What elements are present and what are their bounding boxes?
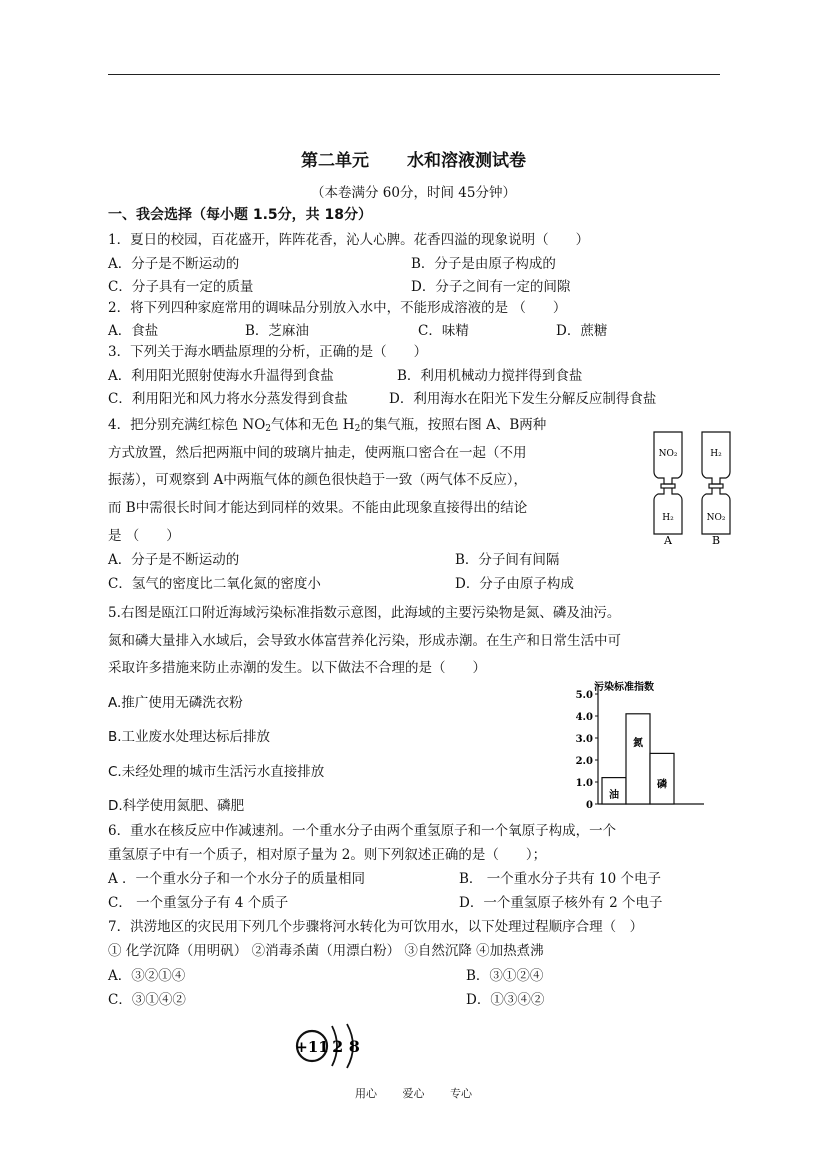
q7-option-a: A．③②①④ [108,968,186,984]
y-tick-label: 1.0 [575,778,593,789]
section-heading: 一、我会选择（每小题 1.5分，共 18分） [108,207,373,223]
jar-a-bottom-label: H₂ [662,513,674,523]
sodium-atom-diagram [292,1020,374,1070]
q5-line1: 5.右图是瓯江口附近海域污染标准指数示意图，此海域的主要污染物是氮、磷及油污。 [108,605,621,621]
y-tick-label: 4.0 [575,712,593,723]
y-tick-label: 5.0 [575,690,593,701]
q7-steps: ① 化学沉降（用明矾） ②消毒杀菌（用漂白粉） ③自然沉降 ④加热煮沸 [108,943,544,959]
q4-option-b: B．分子间有间隔 [455,552,560,568]
q6-option-b: B． 一个重水分子共有 10 个电子 [459,871,661,887]
q5-line2: 氮和磷大量排入水域后，会导致水体富营养化污染，形成赤潮。在生产和日常生活中可 [108,633,621,649]
q5-option-b: B.工业废水处理达标后排放 [108,729,271,745]
q1-option-a: A．分子是不断运动的 [108,256,240,272]
q4-option-c: C．氢气的密度比二氧化氮的密度小 [108,576,321,592]
q2-stem: 2．将下列四种家庭常用的调味品分别放入水中，不能形成溶液的是 （ ） [108,300,567,316]
electron-shells: 2 8 [332,1037,360,1056]
page-title: 第二单元 水和溶液测试卷 [301,151,526,171]
y-tick-label: 0 [586,800,593,811]
bar-label-2: 磷 [657,779,667,791]
q2-option-c: C．味精 [418,323,469,339]
jar-b-caption: B [711,534,721,546]
q2-option-a: A．食盐 [108,323,159,339]
q3-option-d: D．利用海水在阳光下发生分解反应制得食盐 [389,391,657,407]
q5-option-d: D.科学使用氮肥、磷肥 [108,798,245,814]
q4-line4: 而 B中需很长时间才能达到同样的效果。不能由此现象直接得出的结论 [108,500,528,516]
q4-option-a: A．分子是不断运动的 [108,552,240,568]
q6-option-a: A ．一个重水分子和一个水分子的质量相同 [108,871,366,887]
page-footer: 用心 爱心 专心 [355,1087,472,1100]
q6-option-d: D．一个重氢原子核外有 2 个电子 [459,895,663,911]
subtitle: （本卷满分 60分，时间 45分钟） [311,185,516,201]
q4-line2: 方式放置，然后把两瓶中间的玻璃片抽走，使两瓶口密合在一起（不用 [108,445,527,461]
q1-option-b: B．分子是由原子构成的 [411,256,556,272]
q7-option-b: B．③①②④ [466,968,544,984]
q4-line1: 4．把分别充满红棕色 $NO_2$气体和无色 $H_2$的集气瓶，按照右图 A、B两种 [108,417,547,434]
q4-line3: 振荡），可观察到 A中两瓶气体的颜色很快趋于一致（两气体不反应）， [108,472,528,488]
q5-option-c: C.未经处理的城市生活污水直接排放 [108,764,325,780]
q1-option-d: D．分子之间有一定的间隙 [411,279,571,295]
q1-option-c: C．分子具有一定的质量 [108,279,254,295]
q4-option-d: D．分子由原子构成 [455,576,574,592]
y-tick-label: 2.0 [575,756,593,767]
bar-label-0: 油 [609,790,619,801]
gas-jars-figure [640,428,740,546]
header-rule [108,74,720,75]
q2-option-d: D．蔗糖 [556,323,608,339]
q3-option-c: C．利用阳光和风力将水分蒸发得到食盐 [108,391,348,407]
jar-b-top-label: H₂ [710,449,722,459]
pollution-index-chart [560,674,710,812]
q7-stem: 7．洪涝地区的灾民用下列几个步骤将河水转化为可饮用水，以下处理过程顺序合理（ ） [108,919,644,935]
nucleus-charge: +11 [295,1038,329,1056]
jar-a-top-label: NO₂ [658,449,678,459]
q5-line3: 采取许多措施来防止赤潮的发生。以下做法不合理的是（ ） [108,660,486,676]
q2-option-b: B．芝麻油 [245,323,309,339]
q7-option-d: D．①③④② [466,992,545,1008]
q7-option-c: C．③①④② [108,992,186,1008]
y-tick-label: 3.0 [575,734,593,745]
bar-1 [626,714,650,804]
chart-title: 污染标准指数 [594,682,654,693]
q4-line5: 是 （ ） [108,528,180,544]
q3-option-b: B．利用机械动力搅拌得到食盐 [397,368,583,384]
q1-stem: 1．夏日的校园，百花盛开，阵阵花香，沁人心脾。花香四溢的现象说明（ ） [108,232,590,248]
bar-label-1: 氮 [633,737,643,749]
jar-b-bottom-label: NO₂ [706,513,726,523]
q3-stem: 3．下列关于海水晒盐原理的分析，正确的是（ ） [108,344,428,360]
q3-option-a: A．利用阳光照射使海水升温得到食盐 [108,368,334,384]
q6-line1: 6．重水在核反应中作减速剂。一个重水分子由两个重氢原子和一个氧原子构成，一个 [108,823,617,839]
q5-option-a: A.推广使用无磷洗衣粉 [108,695,243,711]
jar-a-caption: A [664,534,672,546]
q6-line2: 重氢原子中有一个质子，相对原子量为 2。则下列叙述正确的是（ ）； [108,847,547,863]
q6-option-c: C． 一个重氢分子有 4 个质子 [108,895,289,911]
